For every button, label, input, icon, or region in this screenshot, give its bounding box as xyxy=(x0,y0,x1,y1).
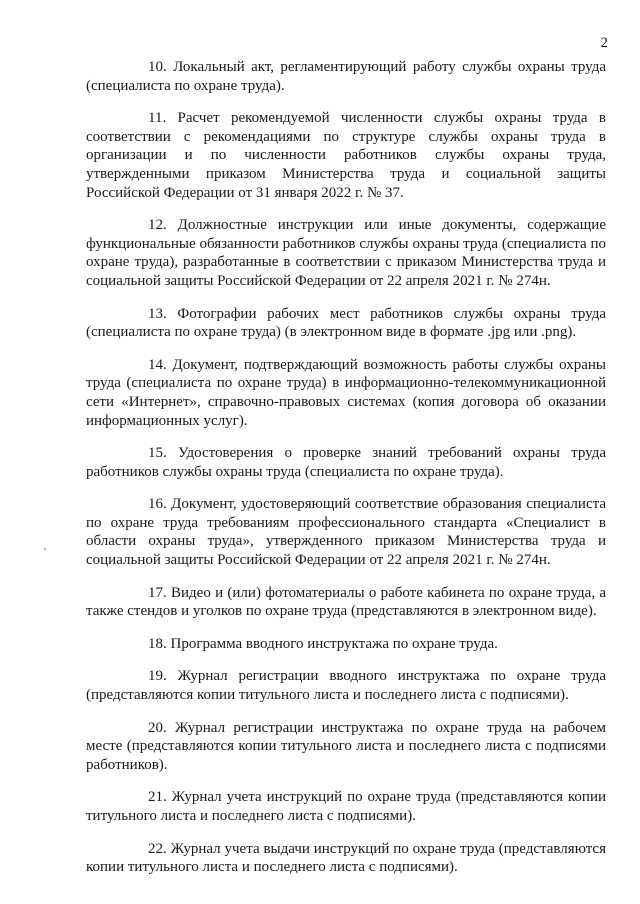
document-body xyxy=(86,58,606,891)
list-item-11: 11. Расчет рекомендуемой численности службы охраны труда в соответствии с рекомендациями по структуре службы охраны труда в организации и по численности работников службы охраны труда, утвержденными приказом Министерства труда и социальной защиты Российской Федерации от 31 января 2022 г. № 37. xyxy=(86,110,606,201)
list-item-21: 21. Журнал учета инструкций по охране труда (представляются копии титульного листа и последнего листа с подписями). xyxy=(86,789,606,824)
list-item-20: 20. Журнал регистрации инструктажа по охране труда на рабочем месте (представляются копии титульного листа и последнего листа с подписями работников). xyxy=(86,719,606,773)
list-item-22: 22. Журнал учета выдачи инструкций по охране труда (представляются копии титульного листа и последнего листа с подписями). xyxy=(86,840,606,876)
page-number: 2 xyxy=(600,35,608,51)
list-item-18: 18. Программа вводного инструктажа по охране труда. xyxy=(148,635,498,652)
list-item-10: 10. Локальный акт, регламентирующий работу службы охраны труда (специалиста по охране труда). xyxy=(86,59,606,94)
list-item-16: 16. Документ, удостоверяющий соответствие образования специалиста по охране труда требованиям профессионального стандарта «Специалист в области охраны труда», утвержденного приказом Министерства труда и социальной защиты Российской Федерации от 22 апреля 2021 г. № 274н. xyxy=(86,496,606,569)
margin-dot xyxy=(44,548,46,550)
list-item-14: 14. Документ, подтверждающий возможность работы службы охраны труда (специалиста по охране труда) в информационно-телекоммуникационной сети «Интернет», справочно-правовых системах (копия договора об оказании информационных услуг). xyxy=(86,356,606,429)
list-item-13: 13. Фотографии рабочих мест работников службы охраны труда (специалиста по охране труда) (в электронном виде в формате .jpg или .png). xyxy=(86,305,606,341)
list-item-12: 12. Должностные инструкции или иные документы, содержащие функциональные обязанности работников службы охраны труда (специалиста по охране труда), разработанные в соответствии с приказом Министерства труда и социальной защиты Российской Федерации от 22 апреля 2021 г. № 274н. xyxy=(86,217,606,289)
list-item-19: 19. Журнал регистрации вводного инструктажа по охране труда (представляются копии титульного листа и последнего листа с подписями). xyxy=(86,668,606,704)
list-item-17: 17. Видео и (или) фотоматериалы о работе кабинета по охране труда, а также стендов и уголков по охране труда (представляются в электронном виде). xyxy=(86,584,606,620)
list-item-15: 15. Удостоверения о проверке знаний требований охраны труда работников службы охраны труда (специалиста по охране труда). xyxy=(86,445,606,480)
